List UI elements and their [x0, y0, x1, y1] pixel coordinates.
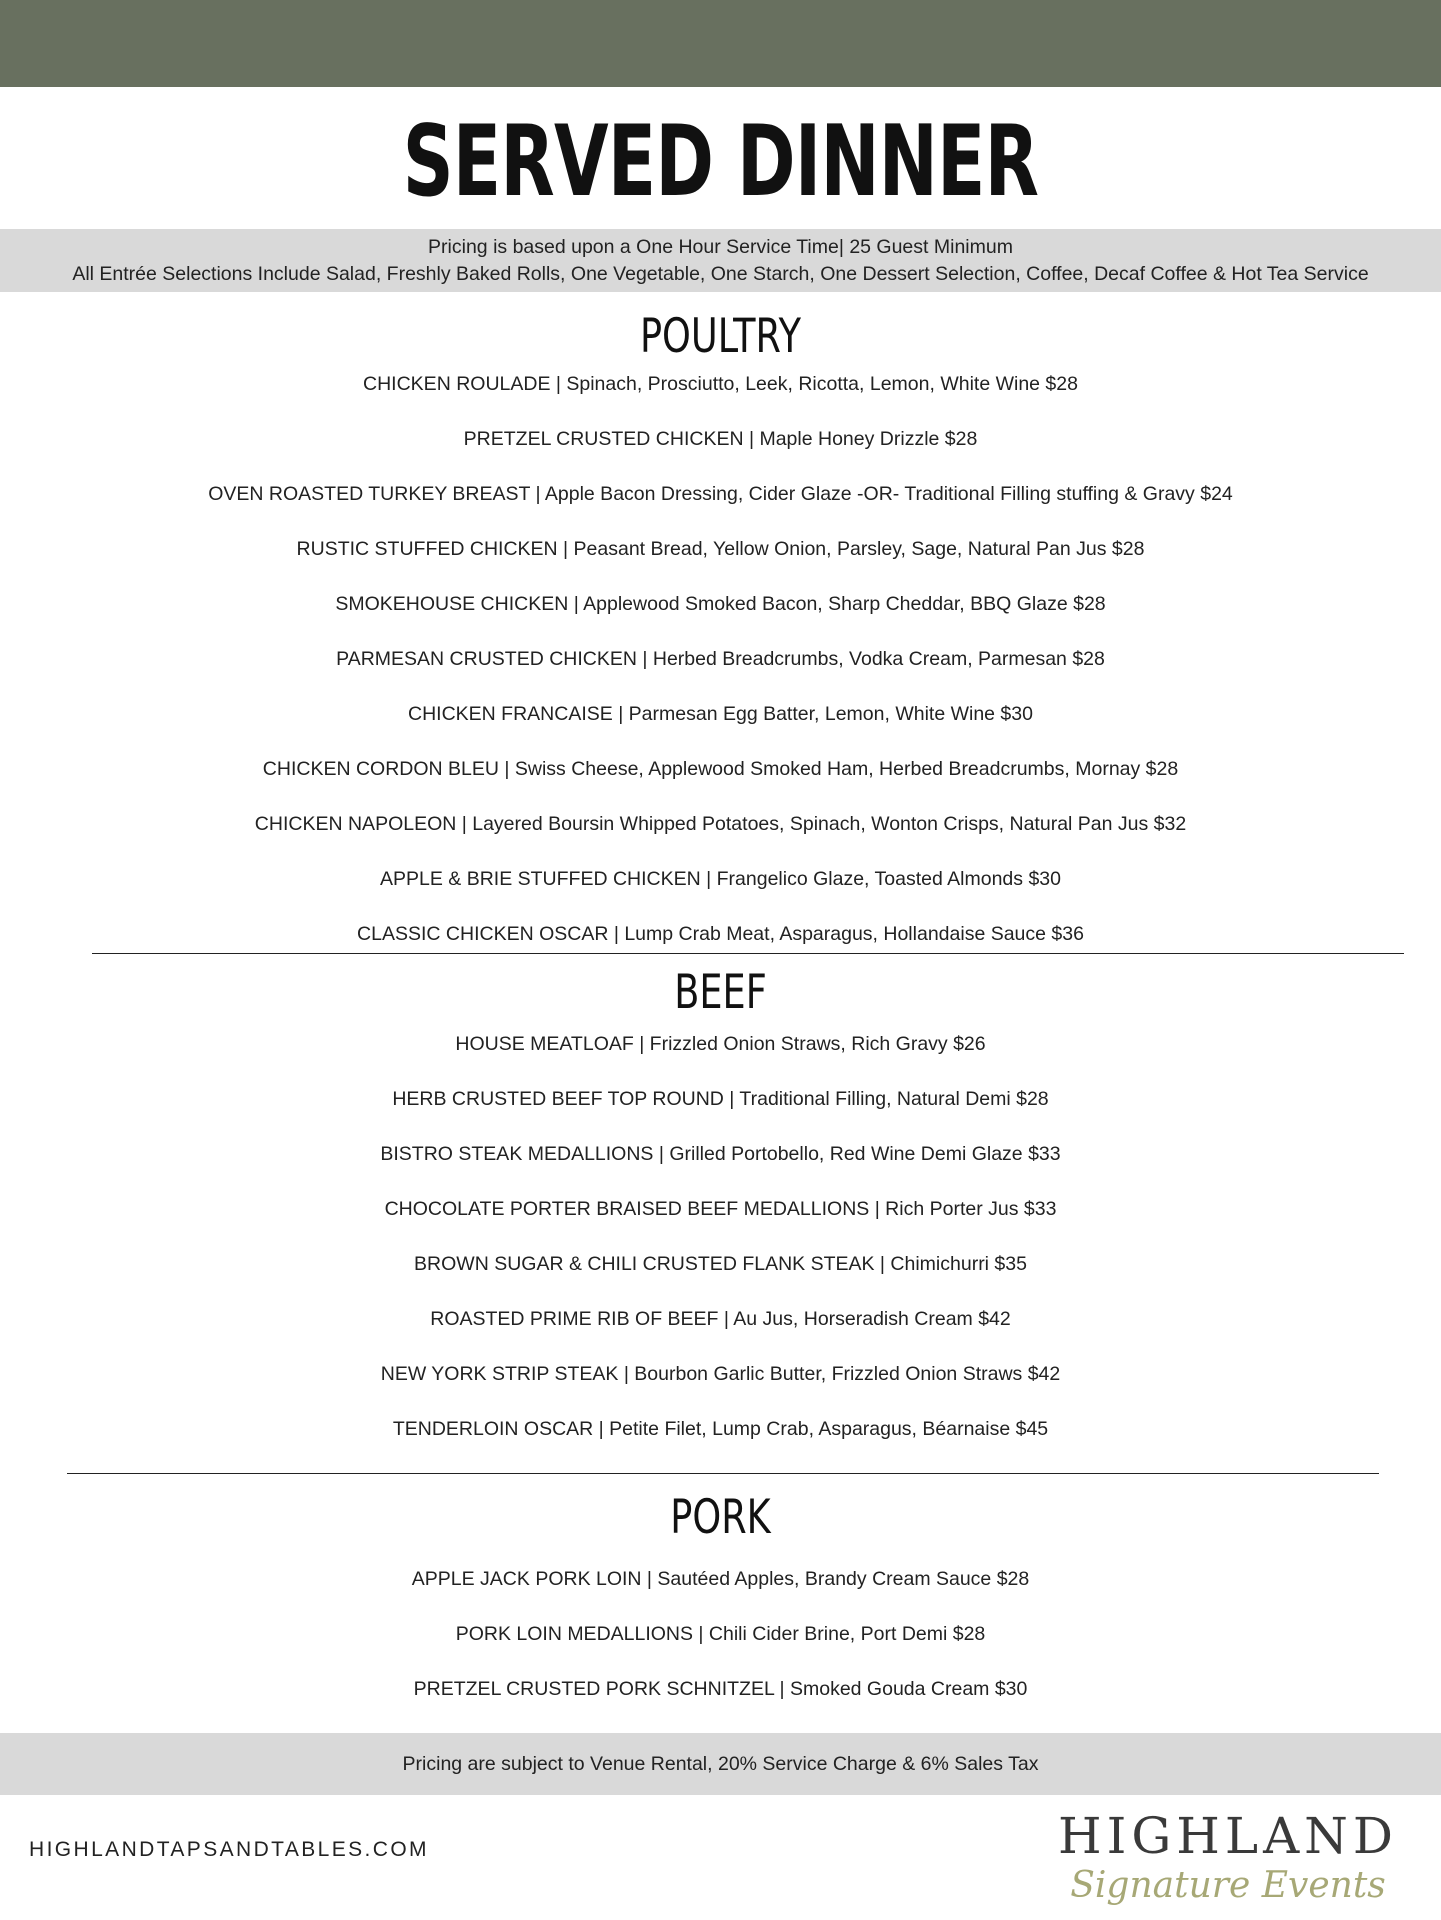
beef-menu-list	[0, 1030, 1441, 1470]
menu-item: BROWN SUGAR & CHILI CRUSTED FLANK STEAK | Chimichurri $35	[414, 1253, 1027, 1275]
menu-item: CHICKEN FRANCAISE | Parmesan Egg Batter, Lemon, White Wine $30	[408, 703, 1033, 725]
menu-item: CHOCOLATE PORTER BRAISED BEEF MEDALLIONS | Rich Porter Jus $33	[384, 1198, 1057, 1220]
menu-item: BISTRO STEAK MEDALLIONS | Grilled Portobello, Red Wine Demi Glaze $33	[380, 1143, 1061, 1165]
logo-wordmark: HIGHLAND	[1057, 1807, 1399, 1865]
menu-item: HOUSE MEATLOAF | Frizzled Onion Straws, Rich Gravy $26	[455, 1033, 986, 1055]
top-banner	[0, 0, 1441, 87]
pork-menu-list	[0, 1565, 1441, 1730]
pricing-info-line-2: All Entrée Selections Include Salad, Freshly Baked Rolls, One Vegetable, One Starch, One Dessert Selection, Coffee, Decaf Coffee & Hot Tea Service	[72, 263, 1369, 285]
poultry-menu-list	[0, 370, 1441, 975]
menu-item: SMOKEHOUSE CHICKEN | Applewood Smoked Bacon, Sharp Cheddar, BBQ Glaze $28	[335, 593, 1106, 615]
menu-item: PRETZEL CRUSTED PORK SCHNITZEL | Smoked Gouda Cream $30	[413, 1678, 1028, 1700]
section-divider	[92, 953, 1404, 954]
section-title-beef: BEEF	[674, 965, 767, 1020]
menu-item: PRETZEL CRUSTED CHICKEN | Maple Honey Drizzle $28	[463, 428, 978, 450]
menu-item: CHICKEN ROULADE | Spinach, Prosciutto, Leek, Ricotta, Lemon, White Wine $28	[363, 373, 1078, 395]
brand-logo	[1038, 1806, 1418, 1916]
page-title: SERVED DINNER	[402, 105, 1039, 219]
menu-item: PARMESAN CRUSTED CHICKEN | Herbed Breadcrumbs, Vodka Cream, Parmesan $28	[336, 648, 1105, 670]
section-title-poultry: POULTRY	[639, 309, 802, 364]
menu-item: CHICKEN CORDON BLEU | Swiss Cheese, Applewood Smoked Ham, Herbed Breadcrumbs, Mornay $28	[262, 758, 1179, 780]
menu-item: HERB CRUSTED BEEF TOP ROUND | Traditional Filling, Natural Demi $28	[392, 1088, 1049, 1110]
menu-item: NEW YORK STRIP STEAK | Bourbon Garlic Butter, Frizzled Onion Straws $42	[380, 1363, 1061, 1385]
menu-item: APPLE & BRIE STUFFED CHICKEN | Frangelico Glaze, Toasted Almonds $30	[380, 868, 1061, 890]
section-divider	[67, 1473, 1379, 1474]
pricing-info-band	[0, 229, 1441, 292]
menu-item: PORK LOIN MEDALLIONS | Chili Cider Brine, Port Demi $28	[455, 1623, 986, 1645]
website-link[interactable]: HIGHLANDTAPSANDTABLES.COM	[29, 1838, 429, 1861]
pricing-note-band	[0, 1733, 1441, 1795]
section-title-pork: PORK	[670, 1490, 771, 1545]
menu-item: APPLE JACK PORK LOIN | Sautéed Apples, Brandy Cream Sauce $28	[411, 1568, 1030, 1590]
menu-item: ROASTED PRIME RIB OF BEEF | Au Jus, Horseradish Cream $42	[430, 1308, 1011, 1330]
pricing-info-line-1: Pricing is based upon a One Hour Service Time| 25 Guest Minimum	[428, 236, 1013, 258]
pricing-note: Pricing are subject to Venue Rental, 20% Service Charge & 6% Sales Tax	[402, 1753, 1039, 1775]
menu-item: TENDERLOIN OSCAR | Petite Filet, Lump Crab, Asparagus, Béarnaise $45	[392, 1418, 1049, 1440]
menu-item: OVEN ROASTED TURKEY BREAST | Apple Bacon Dressing, Cider Glaze -OR- Traditional Filling stuffing & Gravy $24	[208, 483, 1233, 505]
menu-item: CHICKEN NAPOLEON | Layered Boursin Whipped Potatoes, Spinach, Wonton Crisps, Natural Pan Jus $32	[254, 813, 1187, 835]
menu-item: CLASSIC CHICKEN OSCAR | Lump Crab Meat, Asparagus, Hollandaise Sauce $36	[357, 923, 1084, 945]
menu-item: RUSTIC STUFFED CHICKEN | Peasant Bread, Yellow Onion, Parsley, Sage, Natural Pan Jus $28	[296, 538, 1145, 560]
logo-tagline: Signature Events	[1070, 1865, 1386, 1906]
